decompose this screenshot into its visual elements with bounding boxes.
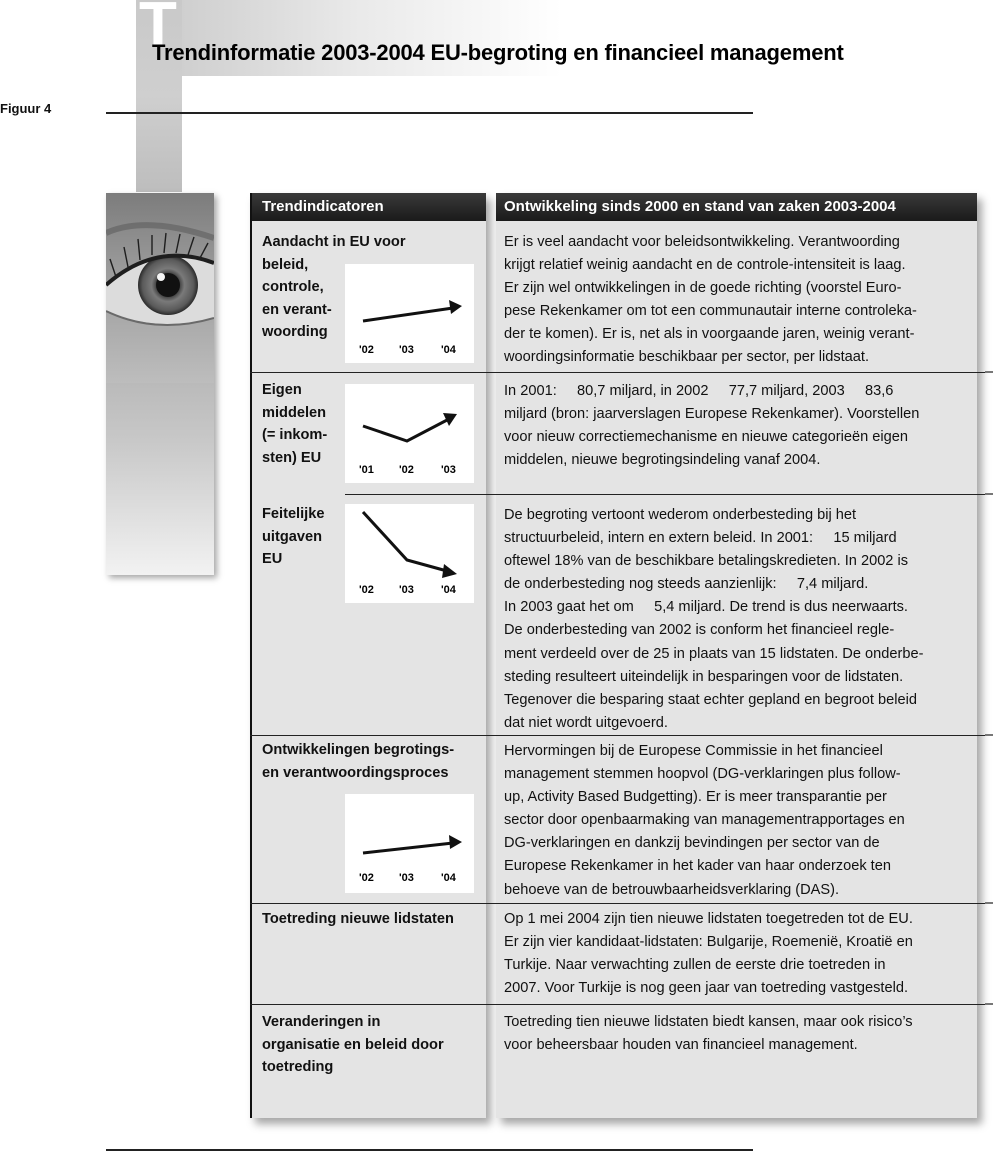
trend-chart-own-resources bbox=[345, 384, 474, 483]
text-line: sector door openbaarmaking van managementrapportages en bbox=[504, 812, 905, 829]
text-line: ment verdeeld over de 25 in plaats van 15 lidstaten. De onderbe- bbox=[504, 645, 924, 662]
tick-label: '04 bbox=[441, 584, 456, 596]
page-title: Trendinformatie 2003-2004 EU-begroting en financieel management bbox=[152, 40, 844, 65]
text-line: voor beheersbaar houden van financieel management. bbox=[504, 1037, 858, 1054]
tick-label: '03 bbox=[399, 872, 414, 884]
indicator-line: organisatie en beleid door bbox=[262, 1036, 444, 1053]
text-line: der te komen). Er is, net als in voorgaande jaren, weinig verant- bbox=[504, 326, 915, 343]
text-line: middelen, nieuwe begrotingsindeling vanaf 2004. bbox=[504, 452, 821, 469]
arrow-head-icon bbox=[449, 835, 462, 849]
text-line: Er zijn wel ontwikkelingen in de goede richting (voorstel Euro- bbox=[504, 280, 902, 297]
indicator-line: woording bbox=[262, 324, 328, 340]
indicators-header: Trendindicatoren bbox=[252, 193, 486, 221]
text-line: Hervormingen bij de Europese Commissie in het financieel bbox=[504, 743, 883, 759]
text-line: steding resulteert uiteindelijk in besparingen voor de lidstaten. bbox=[504, 668, 904, 685]
indicator-actual-spending bbox=[262, 503, 324, 571]
indicator-line: en verant- bbox=[262, 301, 332, 318]
row-tick-mark bbox=[985, 371, 993, 373]
tick-label: '02 bbox=[359, 872, 374, 884]
indicator-line: beleid, bbox=[262, 256, 309, 273]
top-rule bbox=[106, 112, 753, 114]
indicator-accession bbox=[262, 908, 454, 931]
text-line: de onderbesteding nog steeds aanzienlijk: 7,4 miljard. bbox=[504, 576, 869, 593]
eye-illustration bbox=[106, 193, 214, 575]
tick-label: '03 bbox=[399, 344, 414, 356]
text-line: Toetreding tien nieuwe lidstaten biedt kansen, maar ook risico’s bbox=[504, 1014, 913, 1030]
trend-line bbox=[363, 843, 453, 853]
trend-chart-budget-process bbox=[345, 794, 474, 893]
developments-column bbox=[496, 193, 977, 1118]
row-divider bbox=[250, 1004, 988, 1005]
text-line: De begroting vertoont wederom onderbesteding bij het bbox=[504, 507, 857, 523]
text-line: structuurbeleid, intern en extern beleid. In 2001: 15 miljard bbox=[504, 530, 897, 547]
indicator-organisation-change bbox=[262, 1011, 444, 1079]
text-line: management stemmen hoopvol (DG-verklaringen plus follow- bbox=[504, 766, 901, 783]
trend-chart-attention bbox=[345, 264, 474, 363]
trend-line bbox=[363, 512, 447, 571]
indicator-own-resources bbox=[262, 379, 327, 469]
indicator-line: controle, bbox=[262, 279, 324, 295]
row-divider bbox=[250, 372, 988, 373]
text-line: De onderbesteding van 2002 is conform het financieel regle- bbox=[504, 622, 895, 639]
text-line: dat niet wordt uitgevoerd. bbox=[504, 714, 668, 731]
text-line: Turkije. Naar verwachting zullen de eerste drie toetreden in bbox=[504, 957, 886, 974]
row-tick-mark bbox=[985, 734, 993, 736]
row-tick-mark bbox=[985, 1003, 993, 1005]
developments-header: Ontwikkeling sinds 2000 en stand van zaken 2003-2004 bbox=[496, 193, 977, 221]
indicator-line: Eigen bbox=[262, 382, 302, 398]
text-line: up, Activity Based Budgetting). Er is meer transparantie per bbox=[504, 789, 887, 806]
text-line: In 2003 gaat het om 5,4 miljard. De trend is dus neerwaarts. bbox=[504, 599, 908, 616]
text-line: behoeve van de betrouwbaarheidsverklaring (DAS). bbox=[504, 881, 840, 898]
indicator-line: Veranderingen in bbox=[262, 1014, 381, 1030]
tick-label: '02 bbox=[359, 584, 374, 596]
tick-label: '04 bbox=[441, 872, 456, 884]
development-text-budget-process bbox=[504, 740, 974, 902]
trend-chart-actual-spending bbox=[345, 504, 474, 603]
text-line: In 2001: 80,7 miljard, in 2002 77,7 miljard, 2003 83,6 bbox=[504, 383, 894, 399]
indicator-line: en verantwoordingsproces bbox=[262, 764, 449, 781]
row-tick-mark bbox=[985, 902, 993, 904]
row-divider bbox=[250, 735, 988, 736]
tick-label: '03 bbox=[399, 584, 414, 596]
eye-photo bbox=[106, 193, 214, 575]
tick-label: '03 bbox=[441, 464, 456, 476]
tick-label: '02 bbox=[399, 464, 414, 476]
text-line: 2007. Voor Turkije is nog geen jaar van toetreding vastgesteld. bbox=[504, 980, 909, 997]
indicator-line: middelen bbox=[262, 404, 327, 421]
development-text-own-resources bbox=[504, 380, 974, 472]
indicator-line: Aandacht in EU voor bbox=[262, 234, 406, 250]
indicator-line: (= inkom- bbox=[262, 427, 328, 443]
text-line: Europese Rekenkamer in het kader van haar onderzoek ten bbox=[504, 858, 891, 875]
trend-line bbox=[363, 308, 453, 321]
row-divider bbox=[250, 903, 988, 904]
text-line: voor nieuw correctiemechanisme en nieuwe categorieën eigen bbox=[504, 429, 908, 446]
text-line: miljard (bron: jaarverslagen Europese Rekenkamer). Voorstellen bbox=[504, 406, 920, 423]
text-line: oftewel 18% van de beschikbare betalingskredieten. In 2002 is bbox=[504, 553, 909, 570]
text-line: krijgt relatief weinig aandacht en de controle-intensiteit is laag. bbox=[504, 257, 906, 274]
indicator-line: toetreding bbox=[262, 1059, 334, 1075]
indicator-line: sten) EU bbox=[262, 449, 322, 466]
text-line: pese Rekenkamer om tot een communautair interne controleka- bbox=[504, 303, 917, 320]
text-line: Op 1 mei 2004 zijn tien nieuwe lidstaten toegetreden tot de EU. bbox=[504, 911, 913, 927]
indicator-budget-process bbox=[262, 739, 454, 784]
arrow-head-icon bbox=[449, 300, 462, 314]
indicator-line: Toetreding nieuwe lidstaten bbox=[262, 911, 454, 927]
development-text-organisation-change bbox=[504, 1011, 974, 1057]
development-text-actual-spending bbox=[504, 504, 974, 735]
bottom-rule bbox=[106, 1149, 753, 1151]
trend-line bbox=[363, 419, 449, 441]
figure-label: Figuur 4 bbox=[0, 101, 52, 116]
text-line: woordingsinformatie beschikbaar per sector, per lidstaat. bbox=[504, 349, 870, 366]
row-tick-mark bbox=[985, 493, 993, 495]
text-line: Er is veel aandacht voor beleidsontwikkeling. Verantwoording bbox=[504, 234, 900, 250]
indicator-line: Feitelijke bbox=[262, 506, 325, 522]
text-line: Tegenover die besparing staat echter gepland en begroot beleid bbox=[504, 691, 917, 708]
tick-label: '02 bbox=[359, 344, 374, 356]
header-initial: T bbox=[139, 0, 177, 59]
row-divider bbox=[345, 494, 990, 495]
text-line: DG-verklaringen en dankzij bevindingen per sector van de bbox=[504, 835, 880, 852]
text-line: Er zijn vier kandidaat-lidstaten: Bulgarije, Roemenië, Kroatië en bbox=[504, 934, 913, 951]
indicator-line: EU bbox=[262, 551, 283, 567]
tick-label: '04 bbox=[441, 344, 456, 356]
indicator-line: Ontwikkelingen begrotings- bbox=[262, 742, 455, 758]
development-text-attention bbox=[504, 231, 974, 370]
tick-label: '01 bbox=[359, 464, 374, 476]
indicator-line: uitgaven bbox=[262, 528, 323, 545]
arrow-head-icon bbox=[442, 564, 457, 578]
development-text-accession bbox=[504, 908, 974, 1000]
